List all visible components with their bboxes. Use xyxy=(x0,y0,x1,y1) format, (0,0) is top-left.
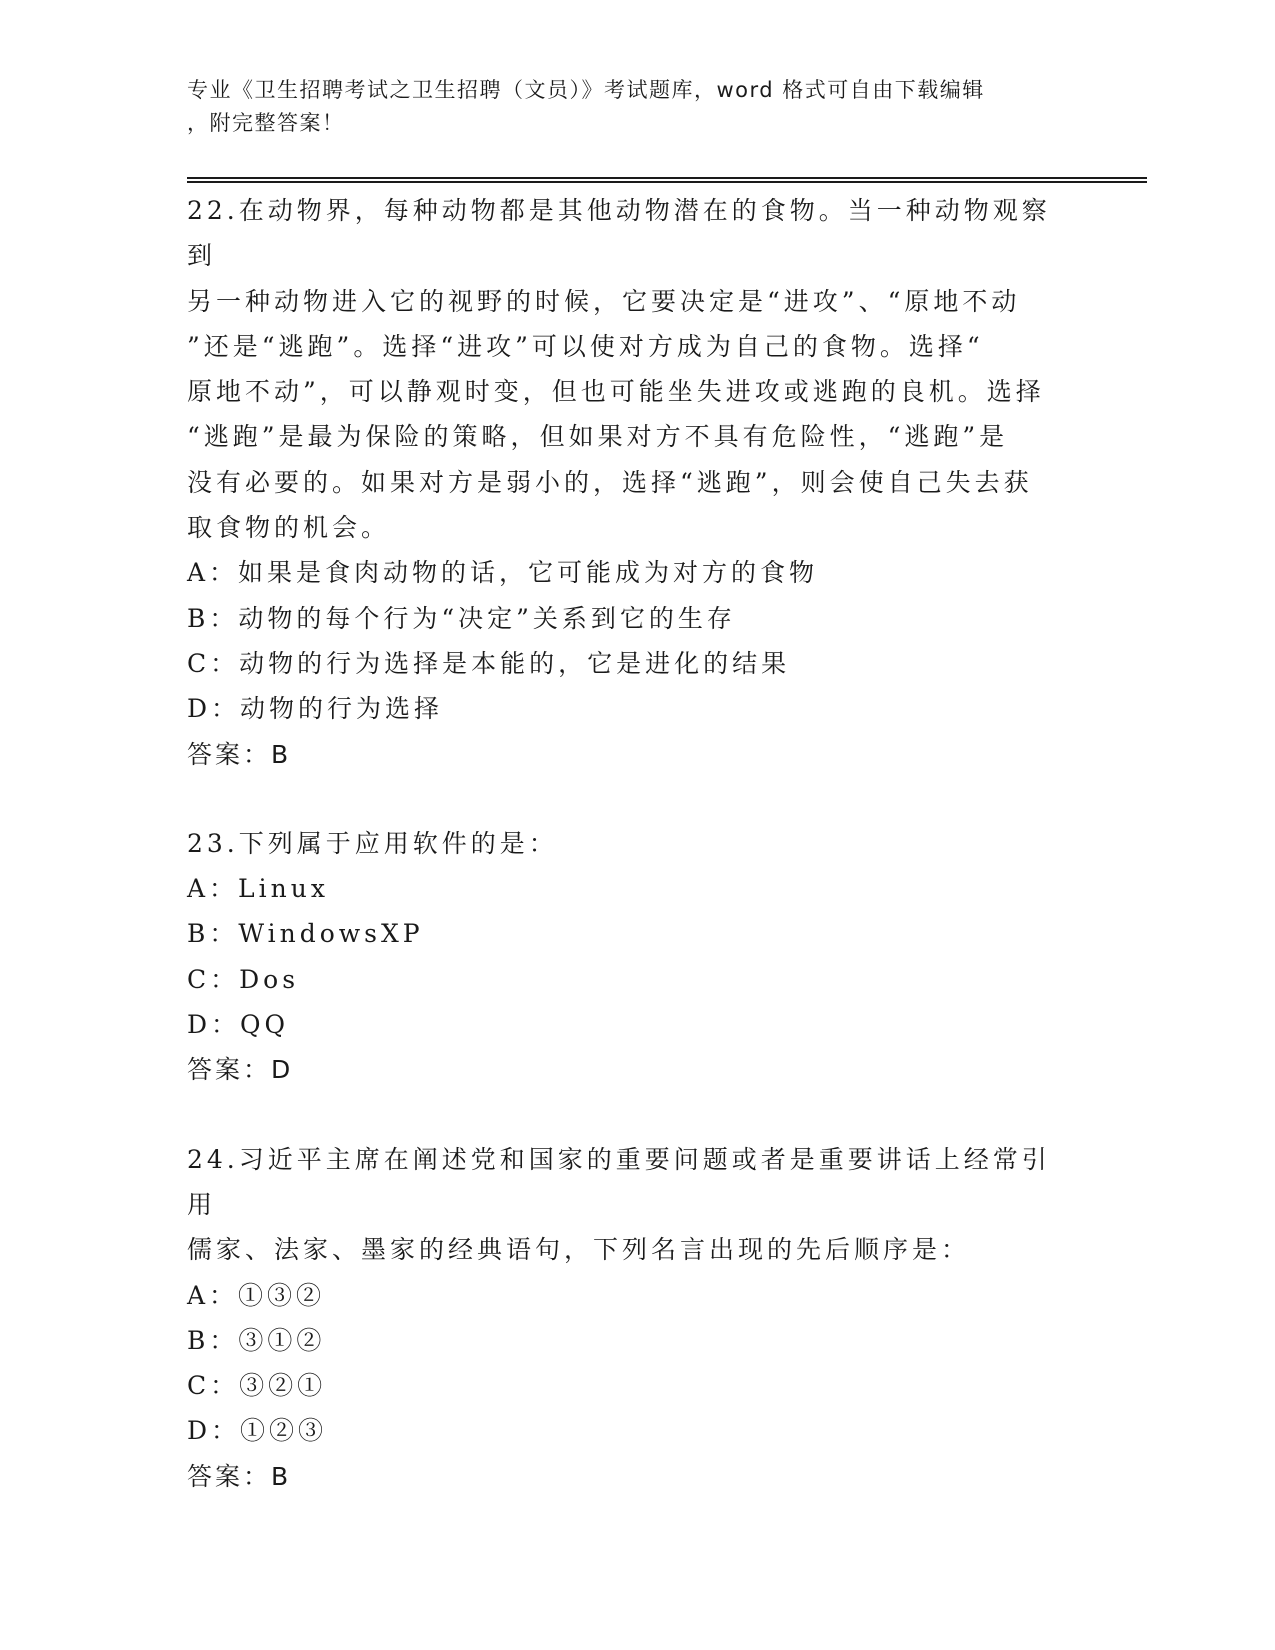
option-b: B：③①② xyxy=(187,1325,326,1355)
question-stem-line: 儒家、法家、墨家的经典语句，下列名言出现的先后顺序是： xyxy=(187,1235,971,1265)
header-divider-bottom xyxy=(187,181,1147,183)
option-c: C：Dos xyxy=(187,964,300,994)
option-a: A：Linux xyxy=(187,874,329,904)
option-b: B：WindowsXP xyxy=(187,919,424,949)
option-b: B：动物的每个行为“决定”关系到它的生存 xyxy=(187,603,736,633)
question-stem-line: 没有必要的。如果对方是弱小的，选择“逃跑”，则会使自己失去获 xyxy=(187,467,1033,497)
question-spacer xyxy=(187,777,1077,821)
document-header xyxy=(187,74,1067,140)
question-stem-line: 取食物的机会。 xyxy=(187,513,391,543)
answer-label: 答案：B xyxy=(187,1461,292,1491)
question-spacer xyxy=(187,1093,1077,1137)
question-stem-line: 原地不动”，可以静观时变，但也可能坐失进攻或逃跑的良机。选择 xyxy=(187,377,1045,407)
question-stem-line: ”还是“逃跑”。选择“进攻”可以使对方成为自己的食物。选择“ xyxy=(187,331,984,361)
question-22 xyxy=(187,188,1077,777)
option-a: A：如果是食肉动物的话，它可能成为对方的食物 xyxy=(187,558,819,588)
header-line-2: ，附完整答案！ xyxy=(187,111,345,135)
question-24 xyxy=(187,1137,1077,1499)
header-line-1: 专业《卫生招聘考试之卫生招聘（文员）》考试题库，word 格式可自由下载编辑 xyxy=(187,78,985,102)
question-stem-line: 22.在动物界，每种动物都是其他动物潜在的食物。当一种动物观察到 xyxy=(187,196,1051,271)
option-c: C：动物的行为选择是本能的，它是进化的结果 xyxy=(187,648,791,678)
question-stem-line: 23.下列属于应用软件的是： xyxy=(187,828,558,858)
question-list xyxy=(187,188,1077,1499)
question-23 xyxy=(187,821,1077,1093)
option-d: D：QQ xyxy=(187,1010,290,1040)
question-stem-line: 另一种动物进入它的视野的时候，它要决定是“进攻”、“原地不动 xyxy=(187,286,1021,316)
option-a: A：①③② xyxy=(187,1280,326,1310)
header-divider-top xyxy=(187,177,1147,179)
question-stem-line: 24.习近平主席在阐述党和国家的重要问题或者是重要讲话上经常引用 xyxy=(187,1144,1051,1219)
option-c: C：③②① xyxy=(187,1371,327,1401)
answer-label: 答案：D xyxy=(187,1055,294,1085)
answer-label: 答案：B xyxy=(187,739,292,769)
question-stem-line: “逃跑”是最为保险的策略，但如果对方不具有危险性，“逃跑”是 xyxy=(187,422,1009,452)
option-d: D：①②③ xyxy=(187,1416,328,1446)
option-d: D：动物的行为选择 xyxy=(187,694,444,724)
